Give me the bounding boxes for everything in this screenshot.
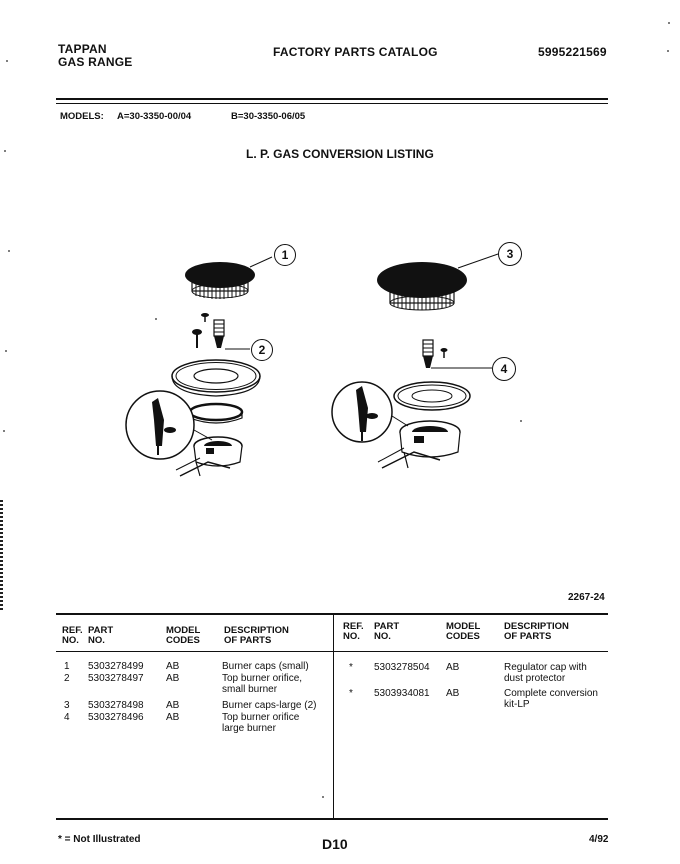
catalog-title: FACTORY PARTS CATALOG xyxy=(273,45,438,59)
left-row-1-ref: 1 xyxy=(64,661,70,672)
scan-speck xyxy=(3,430,5,432)
header-model-left: MODEL CODES xyxy=(166,625,201,646)
right-row-2-part: 5303934081 xyxy=(374,688,430,699)
header-part-left: PART NO. xyxy=(88,625,114,646)
callout-2: 2 xyxy=(251,339,273,361)
scan-speck xyxy=(5,350,7,352)
left-row-4-desc: Top burner orifice large burner xyxy=(222,712,300,734)
left-row-4-part: 5303278496 xyxy=(88,712,144,723)
left-row-1-part: 5303278499 xyxy=(88,661,144,672)
left-row-4-ref: 4 xyxy=(64,712,70,723)
catalog-number: 5995221569 xyxy=(538,45,607,59)
left-row-2-model: AB xyxy=(166,673,180,684)
table-divider xyxy=(333,613,334,819)
table-top-rule xyxy=(56,613,608,615)
callout-3: 3 xyxy=(498,242,522,266)
header-model-right: MODEL CODES xyxy=(446,621,481,642)
right-row-1-ref: * xyxy=(349,662,353,673)
scan-speck xyxy=(322,796,324,798)
left-row-3-desc: Burner caps-large (2) xyxy=(222,700,317,711)
small-screw xyxy=(201,313,209,322)
scan-speck xyxy=(8,250,10,252)
page-number: D10 xyxy=(322,836,348,852)
left-row-1-model: AB xyxy=(166,661,180,672)
header-ref-right: REF. NO. xyxy=(343,621,364,642)
left-row-2-desc: Top burner orifice, small burner xyxy=(222,673,303,695)
scan-speck xyxy=(4,150,6,152)
footnote: * = Not Illustrated xyxy=(58,834,141,845)
left-row-3-part: 5303278498 xyxy=(88,700,144,711)
header-desc-right: DESCRIPTION OF PARTS xyxy=(504,621,569,642)
burner-ring-plate xyxy=(172,360,260,396)
scan-speck xyxy=(155,318,157,320)
left-row-3-ref: 3 xyxy=(64,700,70,711)
mounting-screw xyxy=(192,329,202,348)
scan-speck xyxy=(668,22,670,24)
left-row-2-part: 5303278497 xyxy=(88,673,144,684)
left-row-2-ref: 2 xyxy=(64,673,70,684)
header-desc-left: DESCRIPTION OF PARTS xyxy=(224,625,289,646)
header-part-right: PART NO. xyxy=(374,621,400,642)
right-row-1-part: 5303278504 xyxy=(374,662,430,673)
table-header-rule xyxy=(56,651,608,652)
right-ring-plate xyxy=(394,382,470,410)
small-burner-cap xyxy=(185,262,255,299)
section-title: L. P. GAS CONVERSION LISTING xyxy=(246,147,434,161)
left-row-4-model: AB xyxy=(166,712,180,723)
brand-line-2: GAS RANGE xyxy=(58,55,133,69)
model-b: B=30-3350-06/05 xyxy=(231,111,306,122)
right-row-1-model: AB xyxy=(446,662,460,673)
table-bottom-rule xyxy=(56,818,608,820)
scan-speck xyxy=(6,60,8,62)
scan-speck xyxy=(520,420,522,422)
large-orifice xyxy=(423,340,433,368)
right-row-1-desc: Regulator cap with dust protector xyxy=(504,662,587,684)
scan-edge-mark xyxy=(0,500,3,610)
right-row-2-desc: Complete conversion kit-LP xyxy=(504,688,598,710)
right-burner-base xyxy=(378,421,460,468)
left-row-3-model: AB xyxy=(166,700,180,711)
scan-speck xyxy=(667,50,669,52)
brand-line-1: TAPPAN xyxy=(58,42,107,56)
models-label: MODELS: xyxy=(60,111,104,122)
left-row-1-desc: Burner caps (small) xyxy=(222,661,309,672)
large-burner-cap xyxy=(377,262,467,310)
revision-date: 4/92 xyxy=(589,834,609,845)
inner-ring xyxy=(190,404,242,423)
small-orifice xyxy=(214,320,224,348)
header-ref-left: REF. NO. xyxy=(62,625,83,646)
right-row-2-ref: * xyxy=(349,688,353,699)
model-a: A=30-3350-00/04 xyxy=(117,111,192,122)
callout-1: 1 xyxy=(274,244,296,266)
callout-4: 4 xyxy=(492,357,516,381)
figure-number: 2267-24 xyxy=(568,592,605,603)
right-row-2-model: AB xyxy=(446,688,460,699)
right-small-screw xyxy=(441,348,448,358)
